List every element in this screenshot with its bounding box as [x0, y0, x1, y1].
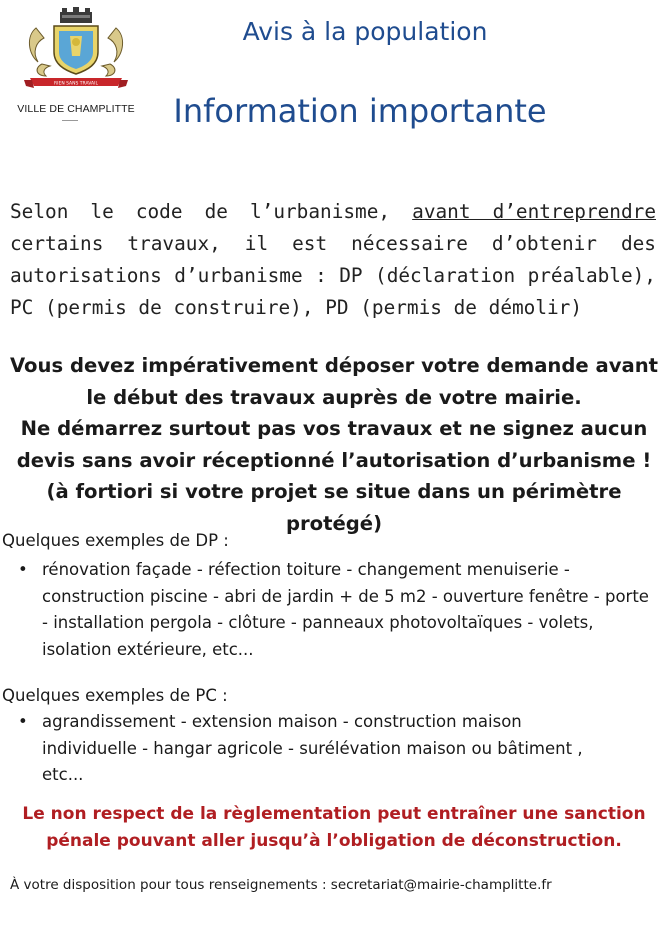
intro-text-start: Selon le code de l’urbanisme,	[10, 200, 413, 223]
town-name-divider	[62, 120, 78, 121]
town-name: VILLE DE CHAMPLITTE	[17, 103, 135, 115]
notice-line-deposit: Vous devez impérativement déposer votre demande avant le début des travaux auprès de votre mairie.	[9, 354, 659, 409]
dp-examples-heading: Quelques exemples de DP :	[2, 531, 229, 550]
svg-text:RIEN SANS TRAVAIL: RIEN SANS TRAVAIL	[54, 81, 98, 87]
intro-paragraph	[10, 196, 656, 324]
notice-line-do-not-start: Ne démarrez surtout pas vos travaux et ne signez aucun devis sans avoir réceptionné l’autorisation d’urbanisme !	[16, 417, 652, 472]
penalty-warning: Le non respect de la règlementation peut entraîner une sanction pénale pouvant aller jusqu’à l’obligation de déconstruction.	[22, 804, 646, 851]
bullet-icon: •	[18, 712, 28, 731]
champlitte-coat-of-arms-logo	[22, 6, 130, 92]
pc-examples-list-item	[12, 709, 612, 789]
pc-examples-heading: Quelques exemples de PC :	[2, 686, 228, 705]
dp-examples-text: rénovation façade - réfection toiture - changement menuiserie - construction piscine - abri de jardin + de 5 m2 - ouverture fenêtre - porte - installation pergola - clôture - panneaux photovoltaïques - volets, isolation extérieure, etc...	[42, 560, 649, 659]
important-notice-block	[0, 350, 668, 539]
intro-underlined-text: avant d’entreprendre	[412, 200, 657, 223]
notice-line-protected-area: (à fortiori si votre projet se situe dans un périmètre protégé)	[46, 480, 622, 535]
pc-examples-text: agrandissement - extension maison - construction maison individuelle - hangar agricole - surélévation maison ou bâtiment , etc...	[42, 712, 583, 784]
bullet-icon: •	[18, 560, 28, 579]
dp-examples-list-item	[12, 557, 652, 663]
page-title: Information importante	[173, 92, 547, 130]
intro-text-end: certains travaux, il est nécessaire d’obtenir des autorisations d’urbanisme : DP (déclaration préalable), PC (permis de construire), PD (permis de démolir)	[10, 232, 656, 319]
contact-line: À votre disposition pour tous renseignements : secretariat@mairie-champlitte.fr	[10, 877, 552, 893]
notice-subtitle: Avis à la population	[242, 17, 488, 46]
